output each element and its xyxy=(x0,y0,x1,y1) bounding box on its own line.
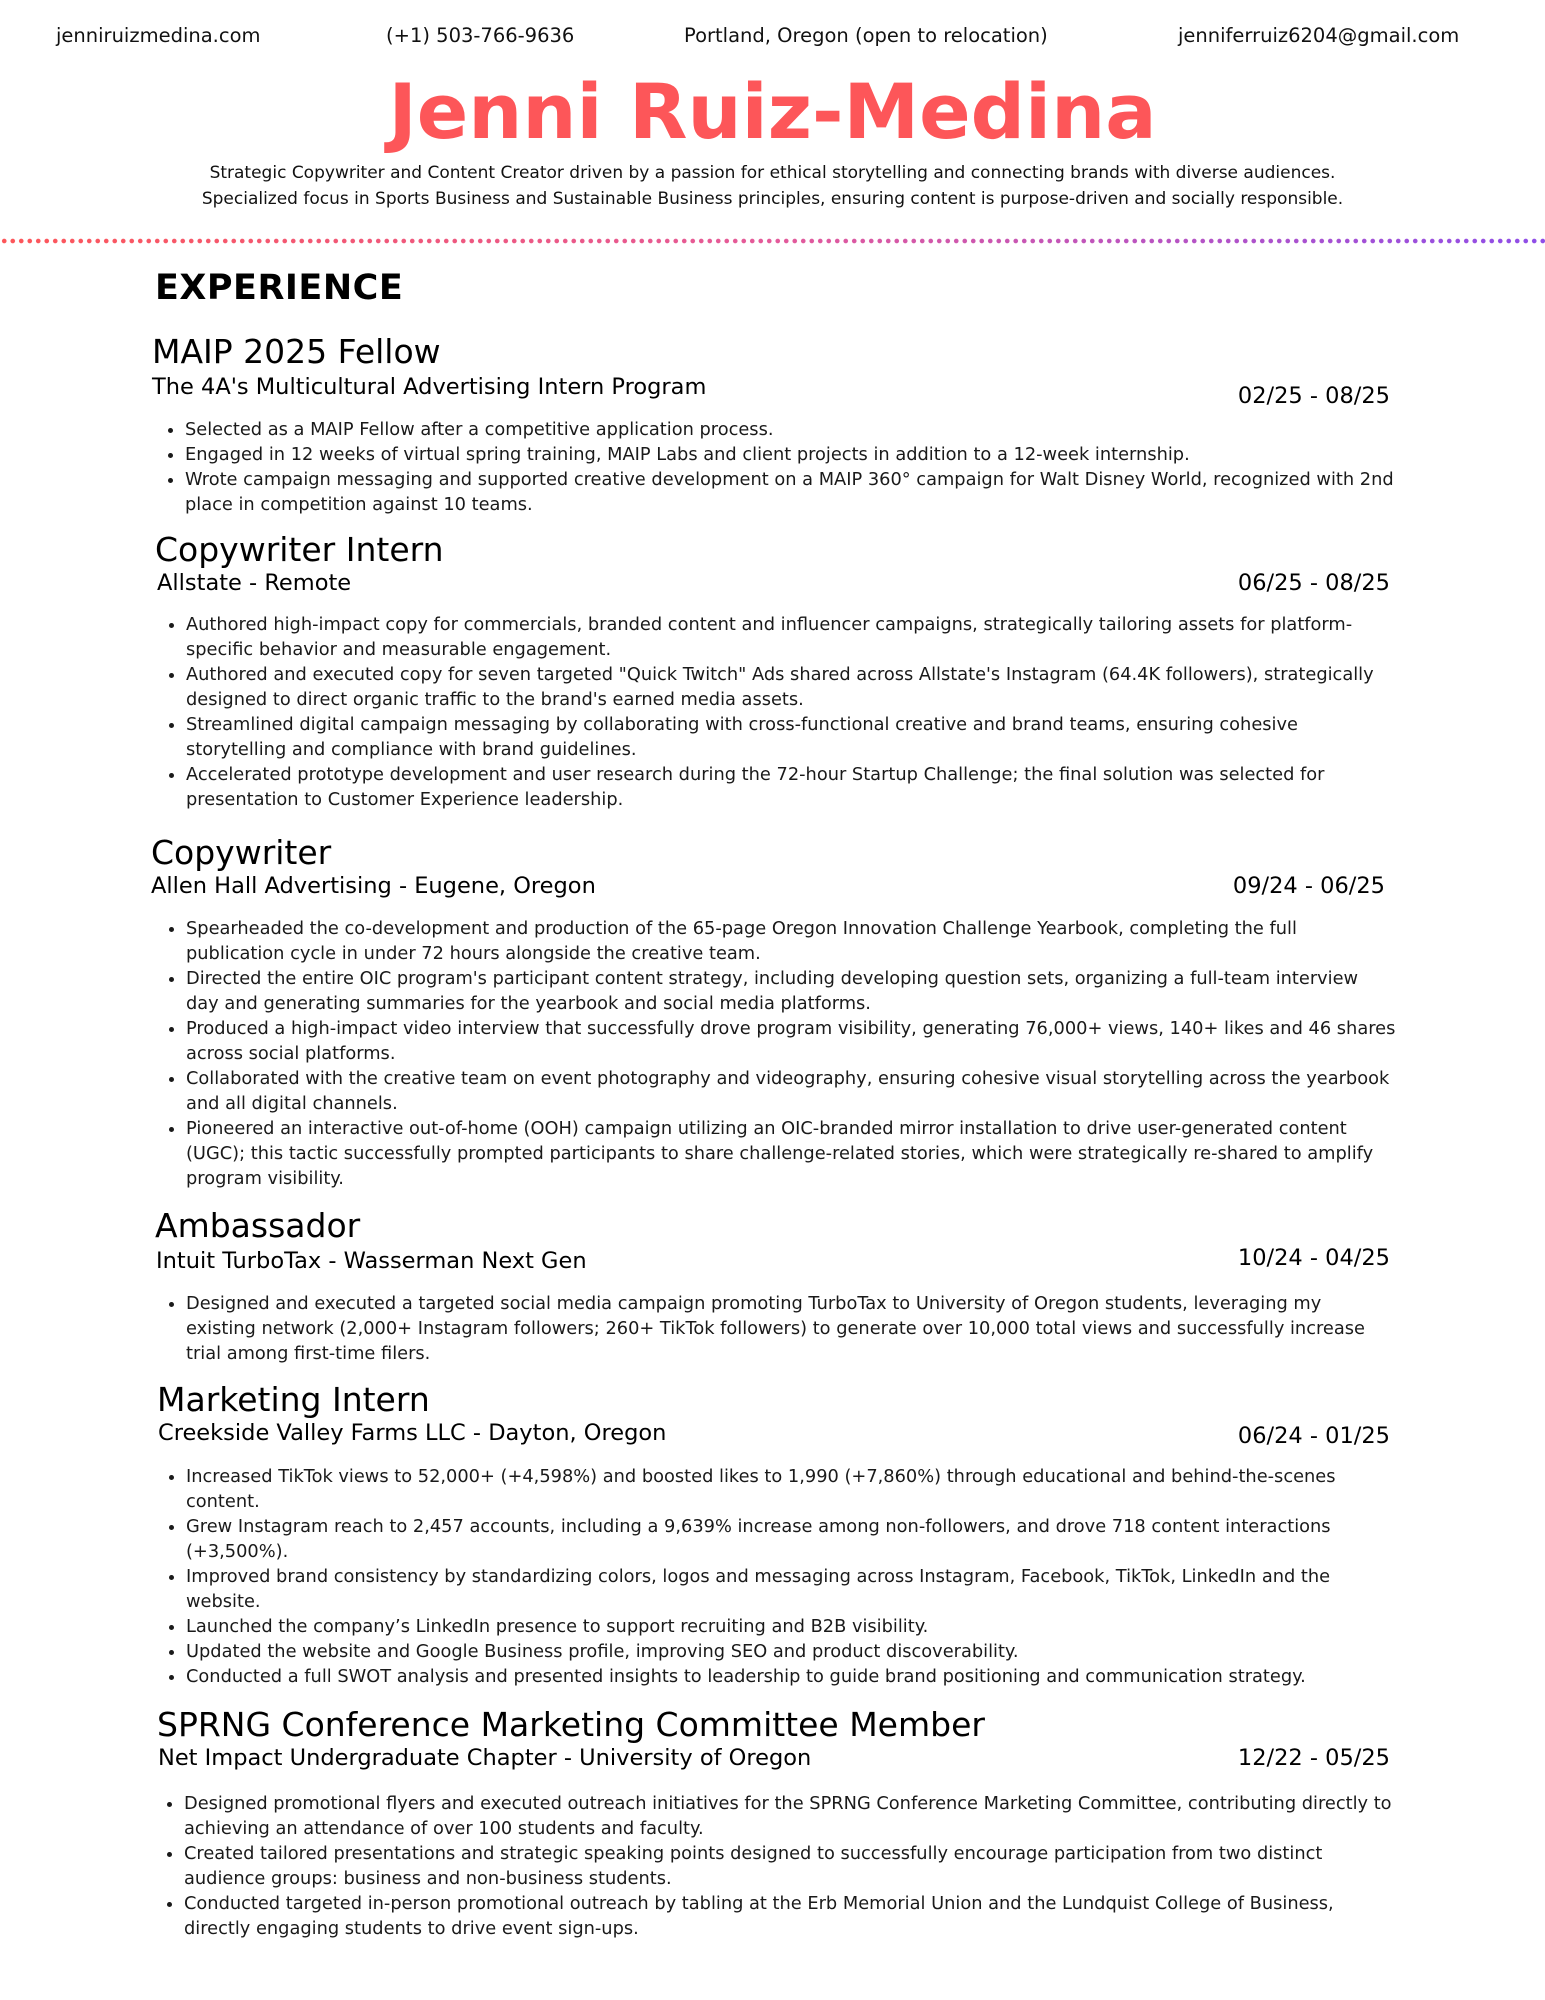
job-bullets xyxy=(156,1791,1394,1941)
job-bullets xyxy=(158,1464,1396,1689)
bullet-item: • Produced a high-impact video interview that successfully drove program visibility, generating 76,000+ views, 140+ likes and 46 shares across social platforms. xyxy=(186,1016,1396,1066)
bullet-item: • Wrote campaign messaging and supported creative development on a MAIP 360° campaign for Walt Disney World, recognized with 2nd place in competition against 10 teams. xyxy=(185,467,1395,517)
bullet-item: • Conducted a full SWOT analysis and presented insights to leadership to guide brand positioning and communication strategy. xyxy=(186,1664,1396,1689)
job-dates: 10/24 - 04/25 xyxy=(1237,1245,1390,1271)
job-title: Copywriter Intern xyxy=(155,530,444,569)
job-dates: 06/25 - 08/25 xyxy=(1237,570,1390,596)
job-organization: Allen Hall Advertising - Eugene, Oregon xyxy=(151,873,596,899)
tagline-line-1: Strategic Copywriter and Content Creator driven by a passion for ethical storytelling and connecting brands with diverse audiences. xyxy=(209,163,1336,183)
candidate-name: Jenni Ruiz-Medina xyxy=(388,67,1157,156)
job-bullets xyxy=(157,417,1395,517)
bullet-item: • Launched the company’s LinkedIn presence to support recruiting and B2B visibility. xyxy=(186,1614,1396,1639)
job-title: MAIP 2025 Fellow xyxy=(152,332,441,371)
job-title: Marketing Intern xyxy=(157,1380,430,1419)
website-link[interactable]: jenniruizmedina.com xyxy=(56,24,261,47)
tagline xyxy=(0,160,1545,212)
bullet-item: • Designed and executed a targeted social media campaign promoting TurboTax to University of Oregon students, leveraging my existing network (2,000+ Instagram followers; 260+ TikTok followers) to generate over 10,000 total views and successfully increase trial among first-time filers. xyxy=(186,1291,1396,1366)
bullet-item: • Updated the website and Google Business profile, improving SEO and product discoverability. xyxy=(186,1639,1396,1664)
bullet-item: • Authored and executed copy for seven targeted "Quick Twitch" Ads shared across Allstate's Instagram (64.4K followers), strategically designed to direct organic traffic to the brand's earned media assets. xyxy=(186,662,1396,712)
job-bullets xyxy=(158,612,1396,812)
bullet-item: • Accelerated prototype development and user research during the 72-hour Startup Challenge; the final solution was selected for presentation to Customer Experience leadership. xyxy=(186,762,1396,812)
phone-number: (+1) 503-766-9636 xyxy=(386,24,575,47)
dotted-divider-mask xyxy=(0,238,1545,244)
bullet-item: • Designed promotional flyers and executed outreach initiatives for the SPRNG Conference Marketing Committee, contributing directly to achieving an attendance of over 100 students and faculty. xyxy=(184,1791,1394,1841)
location: Portland, Oregon (open to relocation) xyxy=(684,24,1048,47)
job-organization: Allstate - Remote xyxy=(157,570,352,596)
bullet-item: • Engaged in 12 weeks of virtual spring training, MAIP Labs and client projects in addition to a 12-week internship. xyxy=(185,442,1395,467)
bullet-item: • Selected as a MAIP Fellow after a competitive application process. xyxy=(185,417,1395,442)
job-bullets xyxy=(158,1291,1396,1366)
job-title: Ambassador xyxy=(155,1206,361,1245)
job-organization: The 4A's Multicultural Advertising Intern Program xyxy=(152,374,707,400)
bullet-item: • Improved brand consistency by standardizing colors, logos and messaging across Instagram, Facebook, TikTok, LinkedIn and the website. xyxy=(186,1564,1396,1614)
job-organization: Intuit TurboTax - Wasserman Next Gen xyxy=(156,1248,587,1274)
tagline-line-2: Specialized focus in Sports Business and Sustainable Business principles, ensuring content is purpose-driven and socially responsible. xyxy=(201,189,1344,209)
job-dates: 02/25 - 08/25 xyxy=(1237,383,1390,409)
job-dates: 12/22 - 05/25 xyxy=(1237,1745,1390,1771)
job-organization: Net Impact Undergraduate Chapter - University of Oregon xyxy=(158,1745,812,1771)
job-bullets xyxy=(158,916,1396,1191)
bullet-item: • Conducted targeted in-person promotional outreach by tabling at the Erb Memorial Union and the Lundquist College of Business, directly engaging students to drive event sign-ups. xyxy=(184,1891,1394,1941)
bullet-item: • Pioneered an interactive out-of-home (OOH) campaign utilizing an OIC-branded mirror installation to drive user-generated content (UGC); this tactic successfully prompted participants to share challenge-related stories, which were strategically re-shared to amplify program visibility. xyxy=(186,1116,1396,1191)
job-title: Copywriter xyxy=(151,833,332,872)
bullet-item: • Spearheaded the co-development and production of the 65-page Oregon Innovation Challenge Yearbook, completing the full publication cycle in under 72 hours alongside the creative team. xyxy=(186,916,1396,966)
bullet-item: • Collaborated with the creative team on event photography and videography, ensuring cohesive visual storytelling across the yearbook and all digital channels. xyxy=(186,1066,1396,1116)
bullet-item: • Grew Instagram reach to 2,457 accounts, including a 9,639% increase among non-followers, and drove 718 content interactions (+3,500%). xyxy=(186,1514,1396,1564)
bullet-item: • Increased TikTok views to 52,000+ (+4,598%) and boosted likes to 1,990 (+7,860%) through educational and behind-the-scenes content. xyxy=(186,1464,1396,1514)
job-title: SPRNG Conference Marketing Committee Member xyxy=(157,1705,985,1744)
job-dates: 06/24 - 01/25 xyxy=(1237,1423,1390,1449)
email-link[interactable]: jenniferruiz6204@gmail.com xyxy=(1178,24,1460,47)
bullet-item: • Created tailored presentations and strategic speaking points designed to successfully encourage participation from two distinct audience groups: business and non-business students. xyxy=(184,1841,1394,1891)
bullet-item: • Authored high-impact copy for commercials, branded content and influencer campaigns, strategically tailoring assets for platform-specific behavior and measurable engagement. xyxy=(186,612,1396,662)
bullet-item: • Directed the entire OIC program's participant content strategy, including developing question sets, organizing a full-team interview day and generating summaries for the yearbook and social media platforms. xyxy=(186,966,1396,1016)
job-dates: 09/24 - 06/25 xyxy=(1232,873,1385,899)
bullet-item: • Streamlined digital campaign messaging by collaborating with cross-functional creative and brand teams, ensuring cohesive storytelling and compliance with brand guidelines. xyxy=(186,712,1396,762)
section-title-experience: EXPERIENCE xyxy=(155,268,404,308)
job-organization: Creekside Valley Farms LLC - Dayton, Oregon xyxy=(158,1420,667,1446)
